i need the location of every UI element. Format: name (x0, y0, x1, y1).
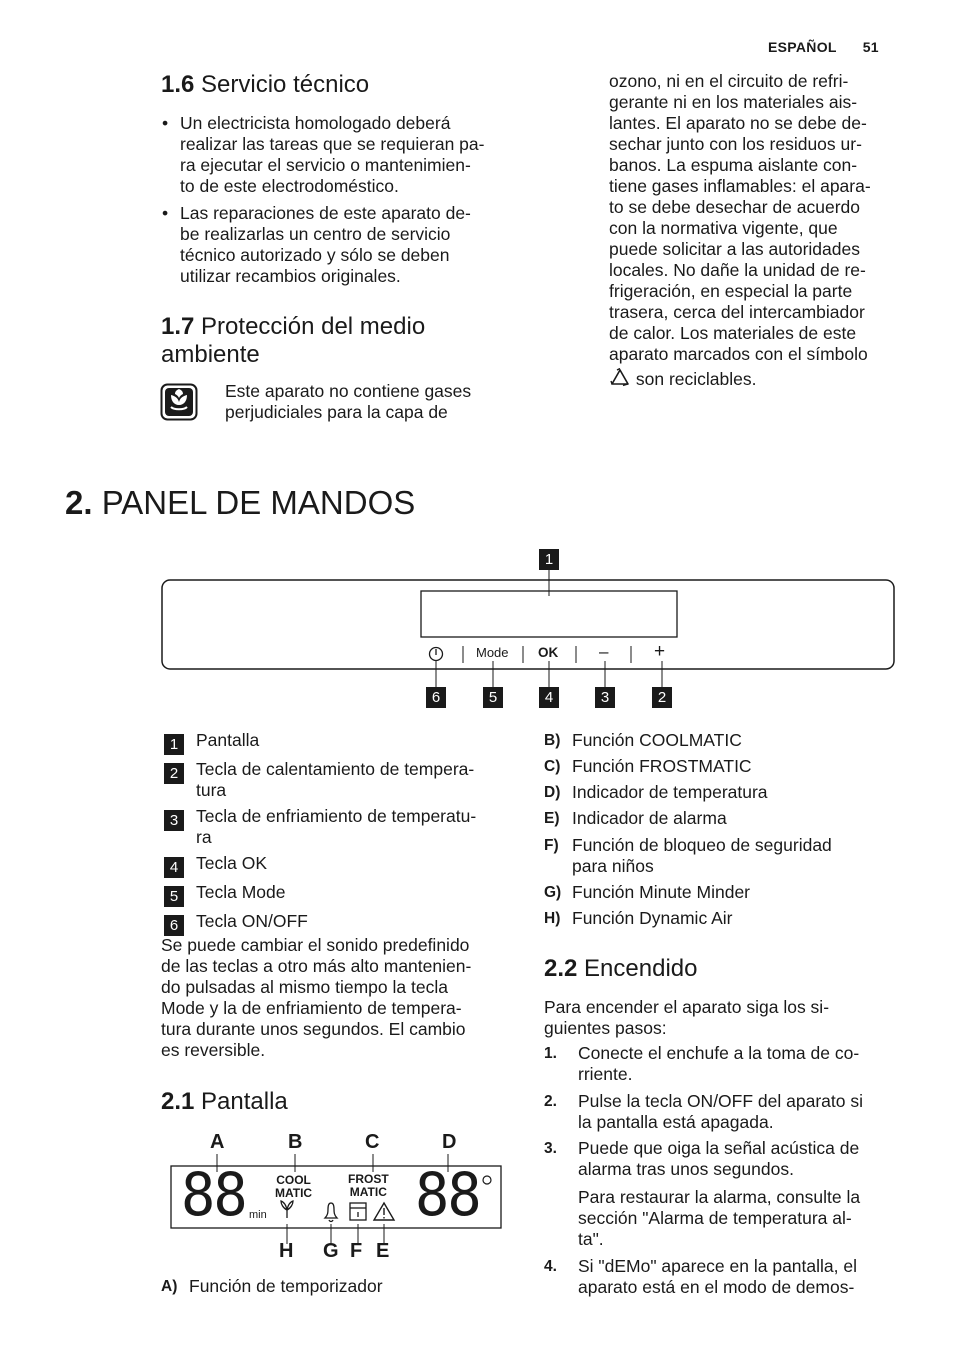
bullet-list-1-6 (162, 113, 520, 287)
label-b: B (288, 1131, 303, 1153)
minus-button[interactable]: – (599, 642, 609, 661)
startup-intro: Para encender el aparato siga los si- guientes pasos: (544, 997, 830, 1038)
frostmatic-label: FROST MATIC (348, 1172, 389, 1199)
label-g: G (323, 1240, 339, 1262)
min-label: min (249, 1209, 267, 1221)
ok-button[interactable]: OK (538, 645, 559, 660)
list-item: • Las reparaciones de este aparato de- be realizarlas un centro de servicio técnico autorizado y sólo se deben utilizar recambios originales. (162, 203, 471, 286)
coolmatic-label: COOL MATIC (275, 1173, 313, 1200)
section-heading-2-2: 2.2 Encendido (544, 955, 698, 982)
section-heading-2-1: 2.1 Pantalla (161, 1088, 288, 1115)
function-a: A) Función de temporizador (161, 1276, 383, 1296)
callout-5: 5 (483, 687, 503, 708)
recycle-icon (609, 368, 631, 388)
sound-paragraph: Se puede cambiar el sonido predefinido de las teclas a otro más alto mantenien- do pulsadas al mismo tiempo la tecla Mode y la de enfriamiento de tempera- tura durante unos segundos. El cambio es reversible. (161, 935, 472, 1060)
callout-1: 1 (539, 549, 559, 570)
label-c: C (365, 1131, 380, 1153)
mode-button[interactable]: Mode (476, 645, 509, 660)
chapter-title: 2. PANEL DE MANDOS (65, 484, 416, 521)
callout-6: 6 (426, 687, 446, 708)
header-language: ESPAÑOL (768, 39, 837, 55)
label-e: E (376, 1240, 390, 1262)
temperature-digits: 88 (415, 1160, 480, 1230)
environment-text-continued: ozono, ni en el circuito de refri- gerante ni en los materiales ais- lantes. El aparato no se debe de- sechar junto con los residuos ur- banos. La espuma aislante con- tiene gases inflamables: el apara- to se debe desechar de acuerdo con la normativa vigente, que puede solicitar a las autoridades locales. No dañe la unidad de re- frigeración, en especial la parte trasera, cerca del intercambiador de calor. Los materiales de este aparato marcados con el símbolo son reciclables. (609, 71, 871, 389)
control-panel-diagram (160, 548, 900, 713)
callout-3: 3 (595, 687, 615, 708)
environment-text: Este aparato no contiene gases perjudiciales para la capa de (225, 381, 472, 422)
timer-digits: 88 (181, 1160, 246, 1230)
list-item: • Un electricista homologado deberá realizar las tareas que se requieran pa- ra ejecutar el servicio o mantenimien- to de este electrodoméstico. (162, 113, 485, 196)
callout-4: 4 (539, 687, 559, 708)
page-header (768, 39, 879, 55)
section-heading-1-7: 1.7 Protección del medio ambiente (161, 313, 426, 368)
label-d: D (442, 1131, 457, 1153)
label-h: H (279, 1240, 294, 1262)
recycle-text: son reciclables. (635, 369, 757, 389)
section-heading-1-6: 1.6 Servicio técnico (161, 71, 370, 98)
callout-2: 2 (652, 687, 672, 708)
display-diagram (165, 1130, 510, 1270)
label-a: A (210, 1131, 225, 1153)
plus-button[interactable]: + (654, 641, 666, 662)
label-f: F (350, 1240, 363, 1262)
page-number: 51 (862, 39, 879, 55)
environment-icon (160, 383, 198, 426)
